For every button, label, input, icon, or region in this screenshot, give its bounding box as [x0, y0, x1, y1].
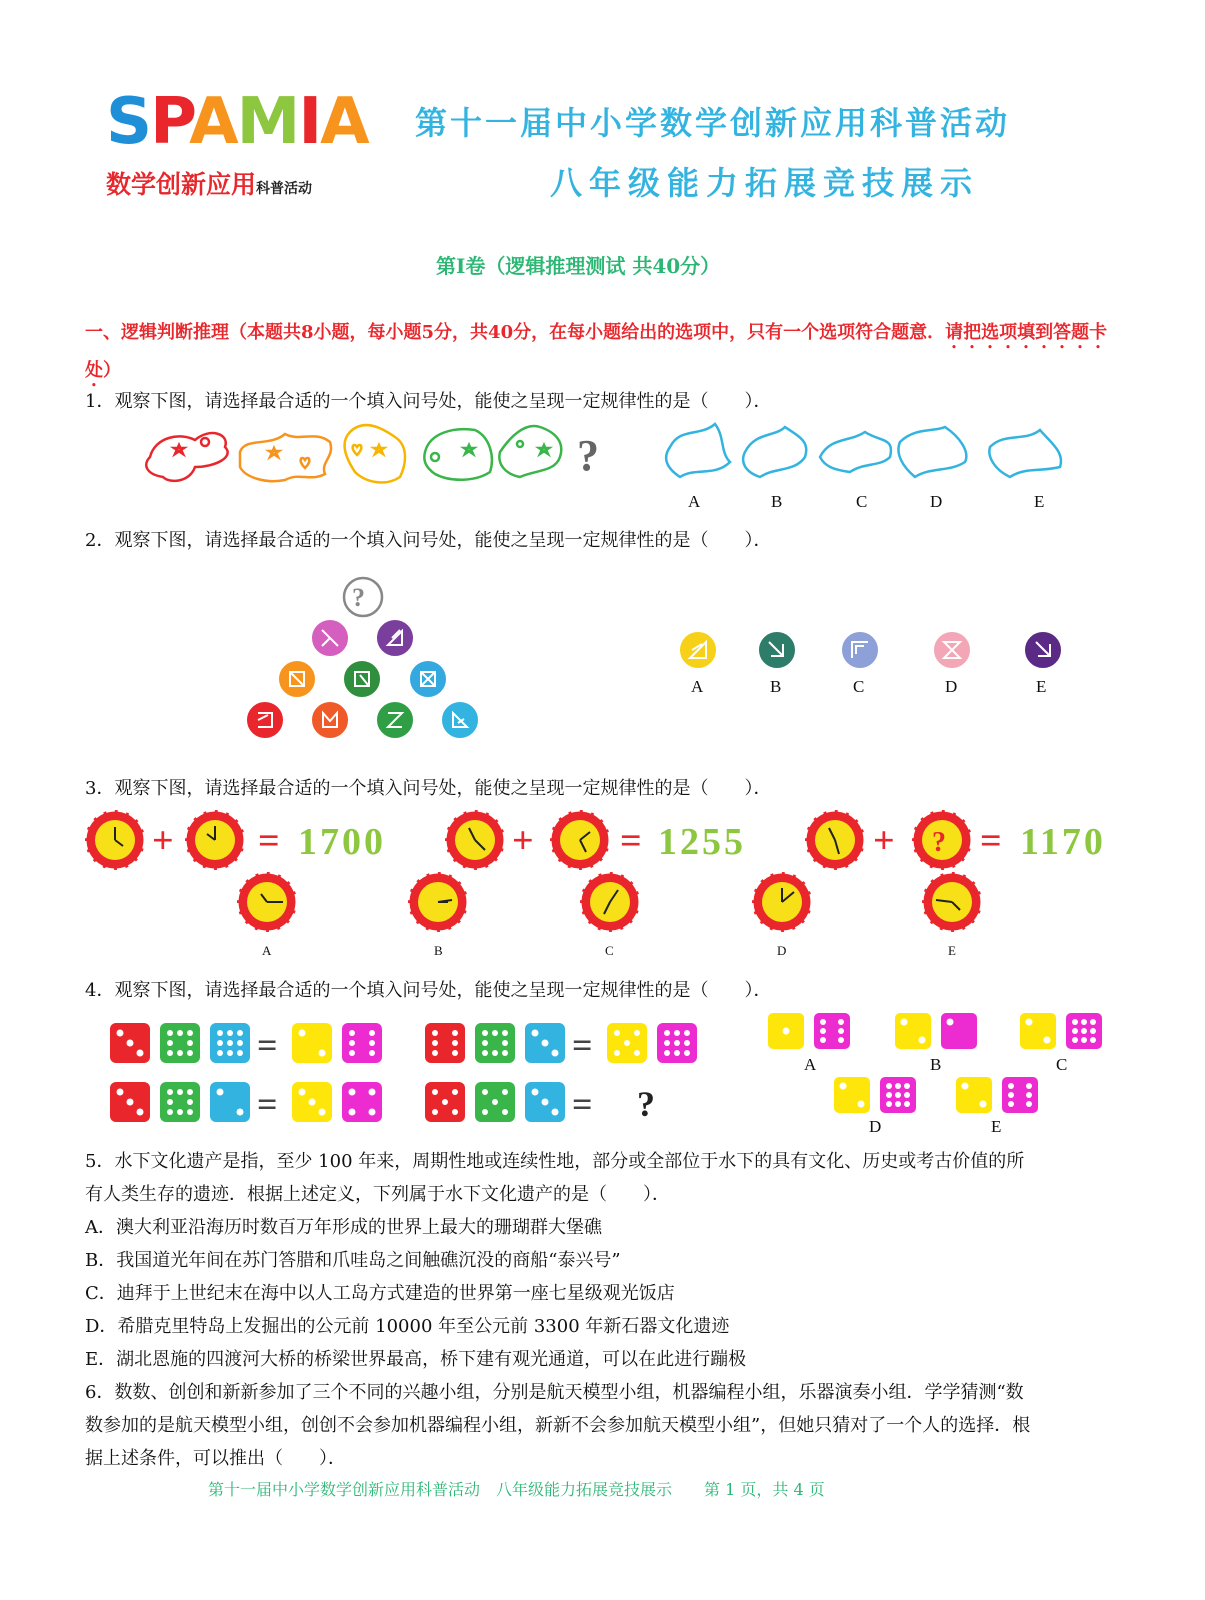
q3-figure — [80, 805, 1140, 965]
logo-letter: A — [320, 85, 368, 159]
question-5-line: 有人类生存的遗迹．根据上述定义，下列属于水下文化遗产的是（ ）． — [85, 1184, 670, 1205]
q2-option-c: C — [853, 677, 865, 696]
q3-option-a: A — [262, 943, 272, 958]
q3-clock — [550, 810, 610, 870]
q3-equals: = — [258, 820, 280, 862]
q5-option-e: E．湖北恩施的四渡河大桥的桥梁世界最高，桥下建有观光通道，可以在此进行蹦极 — [85, 1349, 747, 1370]
q4-equals: = — [257, 1084, 278, 1124]
q3-equals: = — [980, 820, 1002, 862]
question-4: 4．观察下图，请选择最合适的一个填入问号处，能使之呈现一定规律性的是（ ）． — [85, 980, 772, 1001]
q1-shape — [424, 429, 492, 480]
q4-die — [110, 1023, 150, 1063]
q3-plus: + — [152, 820, 174, 862]
logo-subtitle — [106, 165, 312, 201]
q1-option-b-shape — [743, 427, 806, 477]
question-5-line: 5．水下文化遗产是指，至少 100 年来，周期性地或连续性地，部分或全部位于水下的具有文化、历史或考古价值的所 — [85, 1151, 1025, 1172]
section-heading — [85, 315, 1130, 391]
q4-die — [292, 1082, 332, 1122]
q3-option-a-clock — [237, 872, 297, 932]
q1-option-c-shape — [820, 432, 891, 472]
q3-question-mark: ? — [932, 827, 946, 858]
q3-clock — [445, 810, 505, 870]
q1-shape — [146, 433, 227, 481]
q3-option-e: E — [948, 943, 956, 958]
q4-die — [525, 1023, 565, 1063]
q3-clock-unknown — [912, 810, 972, 870]
volume-title: 第I卷（逻辑推理测试 共40分） — [436, 254, 721, 278]
q4-die — [292, 1023, 332, 1063]
q1-option-a-shape — [666, 424, 730, 477]
question-6-line: 据上述条件，可以推出（ ）． — [85, 1448, 346, 1469]
q4-equals: = — [257, 1025, 278, 1065]
logo-letter: A — [189, 85, 237, 159]
q1-option-e-shape — [989, 430, 1061, 477]
q4-die — [607, 1023, 647, 1063]
q4-die — [210, 1023, 250, 1063]
q4-die — [110, 1082, 150, 1122]
question-5 — [85, 1145, 1130, 1376]
q4-die — [160, 1082, 200, 1122]
q3-plus: + — [873, 820, 895, 862]
question-6-line: 6．数数、创创和新新参加了三个不同的兴趣小组，分别是航天模型小组，机器编程小组，乐器演奏小组．学学猜测“数 — [85, 1382, 1024, 1403]
q1-shape — [240, 434, 331, 481]
logo-letter: S — [106, 85, 151, 159]
q5-option-d: D．希腊克里特岛上发掘出的公元前 10000 年至公元前 3300 年新石器文化遗迹 — [85, 1316, 730, 1337]
q3-option-d-clock — [752, 872, 812, 932]
page-footer: 第十一届中小学数学创新应用科普活动 八年级能力拓展竞技展示 第 1 页，共 4 页 — [208, 1480, 825, 1499]
question-2: 2．观察下图，请选择最合适的一个填入问号处，能使之呈现一定规律性的是（ ）． — [85, 530, 772, 551]
q1-shape — [499, 426, 561, 477]
q4-option-e: E — [991, 1117, 1002, 1136]
q4-die — [657, 1023, 697, 1063]
q4-option-a-dice — [768, 1013, 850, 1049]
q4-die — [475, 1023, 515, 1063]
question-6-line: 数参加的是航天模型小组，创创不会参加机器编程小组，新新不会参加航天模型小组”，但她只猜对了一个人的选择．根 — [85, 1415, 1031, 1436]
q1-figure — [135, 412, 1095, 522]
q4-die — [525, 1082, 565, 1122]
q5-option-a: A．澳大利亚沿海历时数百万年形成的世界上最大的珊瑚群大堡礁 — [85, 1217, 602, 1238]
logo-letter: I — [298, 85, 321, 159]
q3-clock — [185, 810, 245, 870]
q1-question-mark: ? — [577, 431, 599, 480]
q1-option-b: B — [771, 492, 783, 511]
q2-option-d: D — [945, 677, 958, 696]
q1-option-c: C — [856, 492, 868, 511]
q2-option-c-circle — [841, 631, 879, 669]
q2-options-figure — [670, 628, 1070, 678]
spamia-logo — [106, 85, 368, 159]
question-1: 1．观察下图，请选择最合适的一个填入问号处，能使之呈现一定规律性的是（ ）． — [85, 391, 772, 412]
q2-option-a: A — [691, 677, 704, 696]
q4-equals: = — [572, 1025, 593, 1065]
q3-result-2: 1255 — [658, 821, 746, 863]
q2-option-e: E — [1036, 677, 1047, 696]
q4-figure — [100, 1005, 1110, 1145]
q3-option-b: B — [434, 943, 443, 958]
logo-sub-big: 数学创新应用 — [106, 170, 257, 199]
q2-triangle-figure — [240, 575, 490, 745]
q2-circle — [246, 701, 284, 739]
q3-result-1: 1700 — [298, 821, 386, 863]
q4-die — [342, 1023, 382, 1063]
q3-option-c-clock — [580, 872, 640, 932]
header-title-line2: 八年级能力拓展竞技展示 — [550, 164, 980, 202]
q4-option-e-dice — [956, 1077, 1038, 1113]
q3-option-d: D — [777, 943, 787, 958]
q4-die — [425, 1082, 465, 1122]
q2-option-b: B — [770, 677, 782, 696]
q3-result-3: 1170 — [1020, 821, 1106, 863]
q4-equals: = — [572, 1084, 593, 1124]
section-close: ） — [103, 360, 121, 381]
q4-option-c: C — [1056, 1055, 1068, 1074]
q4-die — [210, 1082, 250, 1122]
q4-die — [160, 1023, 200, 1063]
question-6 — [85, 1376, 1130, 1475]
q5-option-c: C．迪拜于上世纪末在海中以人工岛方式建造的世界第一座七星级观光饭店 — [85, 1283, 675, 1304]
q3-clock — [85, 810, 145, 870]
q4-question-mark: ? — [637, 1084, 655, 1124]
q3-plus: + — [512, 820, 534, 862]
q1-option-a: A — [688, 492, 701, 511]
q4-die — [425, 1023, 465, 1063]
q3-clock — [805, 810, 865, 870]
header-title-line1: 第十一届中小学数学创新应用科普活动 — [415, 104, 1011, 142]
q1-option-d: D — [930, 492, 943, 511]
q3-option-b-clock — [408, 872, 468, 932]
q4-option-d: D — [869, 1117, 882, 1136]
q1-shape — [345, 425, 405, 482]
q4-die — [475, 1082, 515, 1122]
logo-letter: P — [150, 85, 190, 159]
q1-option-e: E — [1034, 492, 1045, 511]
logo-sub-small: 科普活动 — [256, 181, 313, 197]
q4-option-d-dice — [834, 1077, 916, 1113]
q2-question-mark: ? — [352, 583, 365, 612]
section-text: 一、逻辑判断推理（本题共8小题，每小题5分，共40分，在每小题给出的选项中，只有一个选项符合题意． — [85, 322, 946, 343]
q1-option-d-shape — [898, 427, 966, 477]
q5-option-b: B．我国道光年间在苏门答腊和爪哇岛之间触礁沉没的商船“泰兴号” — [85, 1250, 621, 1271]
q4-option-b: B — [930, 1055, 942, 1074]
q4-option-b-dice — [895, 1013, 977, 1049]
q4-option-c-dice — [1020, 1013, 1102, 1049]
q3-equals: = — [620, 820, 642, 862]
question-3: 3．观察下图，请选择最合适的一个填入问号处，能使之呈现一定规律性的是（ ）． — [85, 778, 772, 799]
logo-letter: M — [236, 85, 299, 159]
q4-die — [342, 1082, 382, 1122]
section-emphasis: 请把选项填到答题卡处 — [85, 322, 1108, 381]
q3-option-e-clock — [922, 872, 982, 932]
q3-option-c: C — [605, 943, 614, 958]
q4-option-a: A — [804, 1055, 817, 1074]
